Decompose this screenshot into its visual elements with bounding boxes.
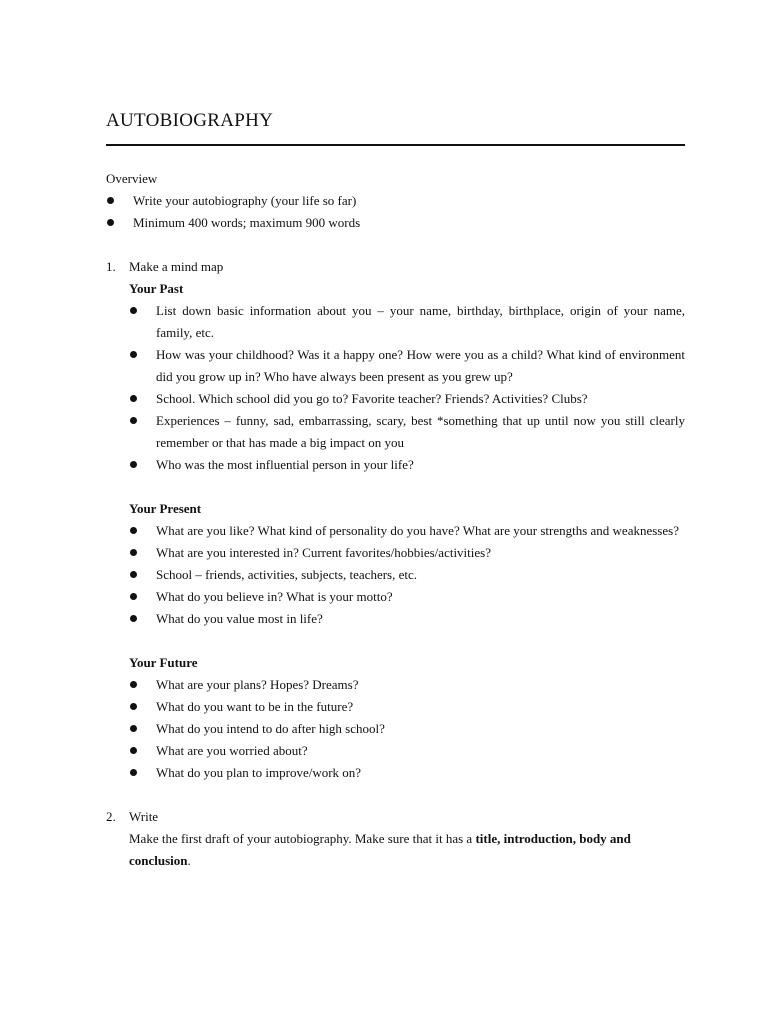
section-heading-past: Your Past xyxy=(129,281,184,296)
bullet-icon xyxy=(130,395,137,402)
overview-label: Overview xyxy=(106,171,158,186)
step-body xyxy=(129,806,685,872)
future-list xyxy=(129,674,685,784)
list-item xyxy=(129,608,685,630)
list-item xyxy=(129,410,685,454)
list-item-text: How was your childhood? Was it a happy one? How were you as a child? What kind of environment did you grow up in? Who have always been present as you grew up? xyxy=(156,347,685,384)
bullet-icon xyxy=(130,593,137,600)
section-heading-present: Your Present xyxy=(129,501,202,516)
list-item xyxy=(129,740,685,762)
bullet-icon xyxy=(130,571,137,578)
list-item xyxy=(129,696,685,718)
step-1 xyxy=(106,256,685,784)
step-label: Write xyxy=(129,809,159,824)
list-item xyxy=(129,586,685,608)
write-text-bold: title, introduction, body and conclusion xyxy=(129,831,631,868)
list-item-text: School – friends, activities, subjects, teachers, etc. xyxy=(156,567,418,582)
list-item xyxy=(106,212,685,234)
bullet-icon xyxy=(130,747,137,754)
spacer xyxy=(129,630,685,652)
list-item-text: What do you value most in life? xyxy=(156,611,323,626)
list-item-text: School. Which school did you go to? Favorite teacher? Friends? Activities? Clubs? xyxy=(156,391,588,406)
list-item xyxy=(129,674,685,696)
list-item xyxy=(129,300,685,344)
bullet-icon xyxy=(107,197,114,204)
spacer xyxy=(106,234,685,256)
document-title: AUTOBIOGRAPHY xyxy=(106,110,274,131)
step-2 xyxy=(106,806,685,872)
step-number: 1. xyxy=(106,259,116,274)
bullet-icon xyxy=(130,549,137,556)
list-item xyxy=(129,542,685,564)
list-item-text: What do you believe in? What is your motto? xyxy=(156,589,393,604)
step-number: 2. xyxy=(106,809,116,824)
bullet-icon xyxy=(130,725,137,732)
bullet-icon xyxy=(130,615,137,622)
list-item xyxy=(129,718,685,740)
list-item-text: Write your autobiography (your life so far) xyxy=(133,193,357,208)
bullet-icon xyxy=(130,703,137,710)
list-item xyxy=(129,564,685,586)
step-label: Make a mind map xyxy=(129,259,224,274)
bullet-icon xyxy=(130,527,137,534)
bullet-icon xyxy=(107,219,114,226)
list-item-text: Minimum 400 words; maximum 900 words xyxy=(133,215,361,230)
spacer xyxy=(129,476,685,498)
list-item-text: What do you intend to do after high school? xyxy=(156,721,385,736)
title-divider xyxy=(106,144,685,146)
list-item xyxy=(129,454,685,476)
step-body xyxy=(129,256,685,784)
list-item-text: Experiences – funny, sad, embarrassing, scary, best *something that up until now you still clearly remember or that has made a big impact on you xyxy=(156,413,685,450)
list-item-text: What do you want to be in the future? xyxy=(156,699,354,714)
list-item xyxy=(129,762,685,784)
bullet-icon xyxy=(130,681,137,688)
list-item-text: Who was the most influential person in your life? xyxy=(156,457,414,472)
list-item-text: What do you plan to improve/work on? xyxy=(156,765,362,780)
list-item xyxy=(129,344,685,388)
list-item-text: What are you worried about? xyxy=(156,743,308,758)
document-body xyxy=(106,168,685,872)
list-item-text: What are you like? What kind of personality do you have? What are your strengths and weaknesses? xyxy=(156,523,679,538)
list-item xyxy=(129,388,685,410)
list-item xyxy=(106,190,685,212)
write-text-end: . xyxy=(187,853,191,868)
spacer xyxy=(106,784,685,806)
write-text: Make the first draft of your autobiography. Make sure that it has a xyxy=(129,831,476,846)
list-item-text: List down basic information about you – your name, birthday, birthplace, origin of your name, family, etc. xyxy=(156,303,685,340)
list-item xyxy=(129,520,685,542)
overview-list xyxy=(106,190,685,234)
list-item-text: What are you interested in? Current favorites/hobbies/activities? xyxy=(156,545,491,560)
bullet-icon xyxy=(130,307,137,314)
bullet-icon xyxy=(130,461,137,468)
list-item-text: What are your plans? Hopes? Dreams? xyxy=(156,677,359,692)
write-instructions xyxy=(129,828,685,872)
bullet-icon xyxy=(130,351,137,358)
bullet-icon xyxy=(130,417,137,424)
bullet-icon xyxy=(130,769,137,776)
section-heading-future: Your Future xyxy=(129,655,198,670)
present-list xyxy=(129,520,685,630)
past-list xyxy=(129,300,685,476)
